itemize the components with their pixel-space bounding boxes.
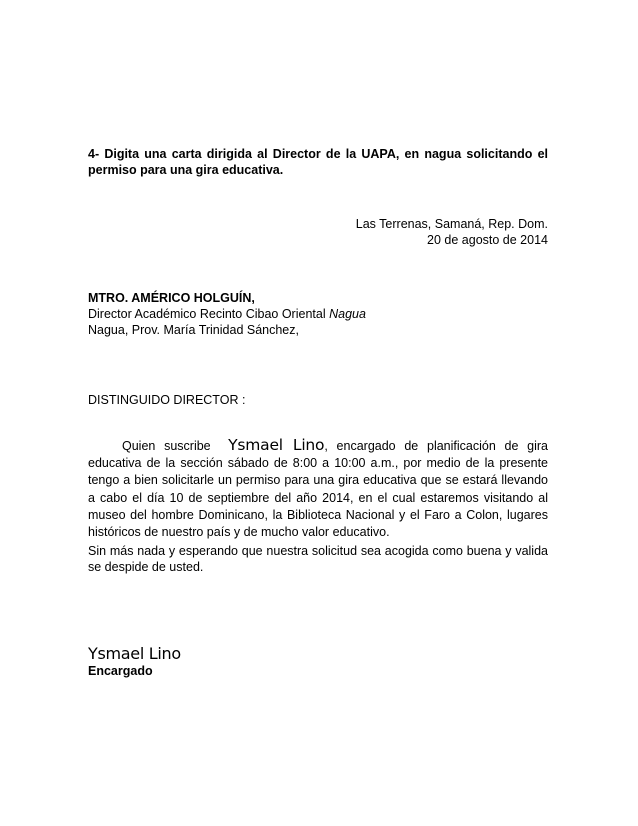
body-paragraph — [88, 437, 548, 541]
recipient-title: Director Académico Recinto Cibao Oriental — [88, 307, 326, 321]
recipient-address: Nagua, Prov. María Trinidad Sánchez, — [88, 323, 299, 337]
body-author: Ysmael Lino — [228, 436, 325, 454]
signature-name: Ysmael Lino — [88, 644, 181, 663]
body-rest: , encargado de planificación de gira educativa de la sección sábado de 8:00 a 10:00 a.m., por medio de la presente tengo a bien solicitarle un permiso para una gira educativa que se estará llevando a cabo el día 10 de septiembre del año 2014, en el cual estaremos visitando al museo del hombre Dominicano, la Biblioteca Nacional y el Faro a Colon, lugares históricos de nuestro país y de mucho valor educativo. — [88, 439, 549, 540]
salutation: DISTINGUIDO DIRECTOR : — [88, 393, 246, 407]
recipient-block — [88, 290, 548, 338]
instruction-text: 4- Digita una carta dirigida al Director de la UAPA, en nagua solicitando el permiso para una gira educativa. — [88, 147, 548, 177]
body-intro: Quien suscribe — [122, 439, 211, 453]
place-line: Las Terrenas, Samaná, Rep. Dom. — [355, 217, 548, 231]
date-line: 20 de agosto de 2014 — [427, 233, 548, 247]
recipient-title-line — [88, 306, 548, 322]
closing-paragraph: Sin más nada y esperando que nuestra solicitud sea acogida como buena y valida se despide de usted. — [88, 544, 548, 574]
recipient-campus: Nagua — [329, 307, 366, 321]
place-date — [88, 216, 548, 248]
signature-block — [88, 646, 548, 679]
signature-role: Encargado — [88, 664, 153, 678]
recipient-name: MTRO. AMÉRICO HOLGUÍN, — [88, 291, 255, 305]
